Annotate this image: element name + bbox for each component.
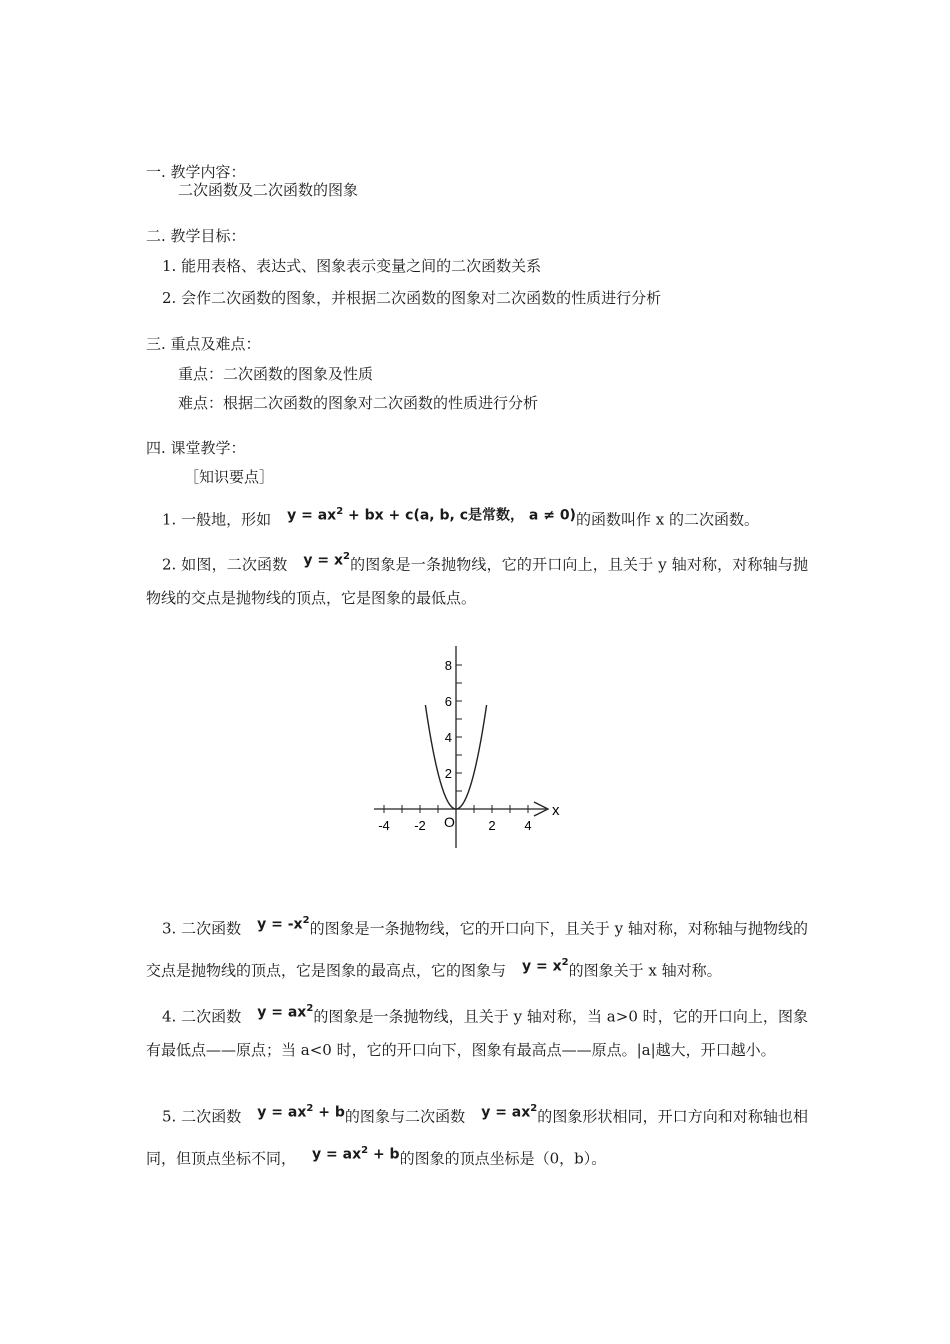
difficult-point: 难点：根据二次函数的图象对二次函数的性质进行分析	[178, 394, 539, 412]
point-4-text-b: 的图象是一条抛物线，且关于 y 轴对称，当 a>0 时，它的开口向上，图象有最低点——原点；当 a<0 时，它的开口向下，图象有最高点——原点。|a|越大，开口越小。	[146, 1007, 808, 1059]
exponent: 2	[361, 1144, 369, 1156]
formula-y-ax2	[241, 993, 313, 1029]
y-tick-label: 2	[444, 766, 452, 781]
point-5-text-c: 的图象形状相同，开口方向和对称轴也相同，但顶点坐标不同，	[146, 1107, 808, 1168]
exponent: 2	[343, 551, 350, 562]
formula-y-ax2-plus-b	[241, 1090, 345, 1132]
key-point: 重点：二次函数的图象及性质	[178, 365, 374, 383]
exponent: 2	[306, 1003, 314, 1014]
y-tick-marks	[456, 665, 462, 791]
section-1-content: 二次函数及二次函数的图象	[178, 181, 359, 199]
objective-item-2: 2. 会作二次函数的图象，并根据二次函数的图象对二次函数的性质进行分析	[162, 289, 662, 307]
section-4-heading: 四. 课堂教学：	[146, 439, 246, 457]
formula-y-x2	[287, 541, 350, 577]
objective-item-1: 1. 能用表格、表达式、图象表示变量之间的二次函数关系	[162, 257, 542, 275]
exponent: 2	[306, 1103, 314, 1114]
formula-part: + bx + c(a, b, c是常数， a ≠ 0)	[343, 507, 576, 524]
point-5-text-a: 5. 二次函数	[162, 1107, 242, 1126]
formula-part: y = ax	[257, 1104, 307, 1121]
exponent: 2	[561, 956, 569, 968]
section-1-heading: 一. 教学内容：	[146, 163, 246, 181]
formula-part: y = x	[303, 552, 344, 569]
exponent: 2	[530, 1103, 538, 1114]
formula-general-quadratic	[271, 493, 576, 535]
formula-y-ax2	[465, 1090, 537, 1132]
parabola-graph	[360, 636, 580, 856]
formula-y-x2	[506, 944, 569, 986]
y-tick-label: 6	[444, 694, 452, 709]
point-1-text-a: 1. 一般地，形如	[162, 510, 272, 529]
x-tick-label: -2	[414, 818, 426, 833]
point-1	[146, 498, 808, 540]
point-5	[146, 1095, 808, 1178]
x-tick-label: -4	[378, 818, 390, 833]
point-2-text-a: 2. 如图，二次函数	[162, 555, 288, 574]
point-3-text-c: 的图象关于 x 轴对称。	[568, 961, 722, 980]
point-4-text-a: 4. 二次函数	[162, 1007, 242, 1026]
point-3-text-a: 3. 二次函数	[162, 919, 242, 938]
exponent: 2	[336, 506, 344, 517]
knowledge-points-label: ［知识要点］	[184, 468, 275, 486]
section-2-heading: 二. 教学目标：	[146, 227, 246, 245]
point-2	[146, 546, 808, 614]
origin-label: O	[444, 814, 455, 830]
point-2-text-b: 的图象是一条抛物线，它的开口向上，且关于 y 轴对称，对称轴与抛物线的交点是抛物线的顶点，它是图象的最低点。	[146, 555, 808, 607]
exponent: 2	[302, 915, 310, 926]
point-5-text-d: 的图象的顶点坐标是（0，b）。	[399, 1149, 607, 1168]
section-3-heading: 三. 重点及难点：	[146, 335, 261, 353]
point-1-text-b: 的函数叫作 x 的二次函数。	[575, 510, 759, 529]
formula-part: y = ax	[481, 1104, 531, 1121]
x-tick-label: 2	[488, 818, 496, 833]
formula-y-neg-x2	[241, 902, 309, 944]
formula-y-ax2-plus-b	[296, 1132, 400, 1174]
x-tick-label: 4	[524, 818, 532, 833]
formula-part: y = ax	[312, 1146, 362, 1163]
point-3-text-b: 的图象是一条抛物线，它的开口向下，且关于 y 轴对称，对称轴与抛物线的交点是抛物线的顶点，它是图象的最高点，它的图象与	[146, 919, 808, 980]
formula-part: y = ax	[287, 507, 337, 524]
point-3	[146, 907, 808, 990]
point-4	[146, 998, 808, 1066]
y-tick-label: 4	[444, 730, 452, 745]
formula-part: y = -x	[257, 916, 303, 933]
y-tick-label: 8	[444, 658, 452, 673]
formula-part: + b	[368, 1146, 400, 1163]
x-axis-label: x	[552, 802, 560, 819]
formula-part: y = ax	[257, 1004, 307, 1021]
formula-part: + b	[313, 1104, 345, 1121]
formula-part: y = x	[522, 958, 562, 975]
point-5-text-b: 的图象与二次函数	[344, 1107, 466, 1126]
